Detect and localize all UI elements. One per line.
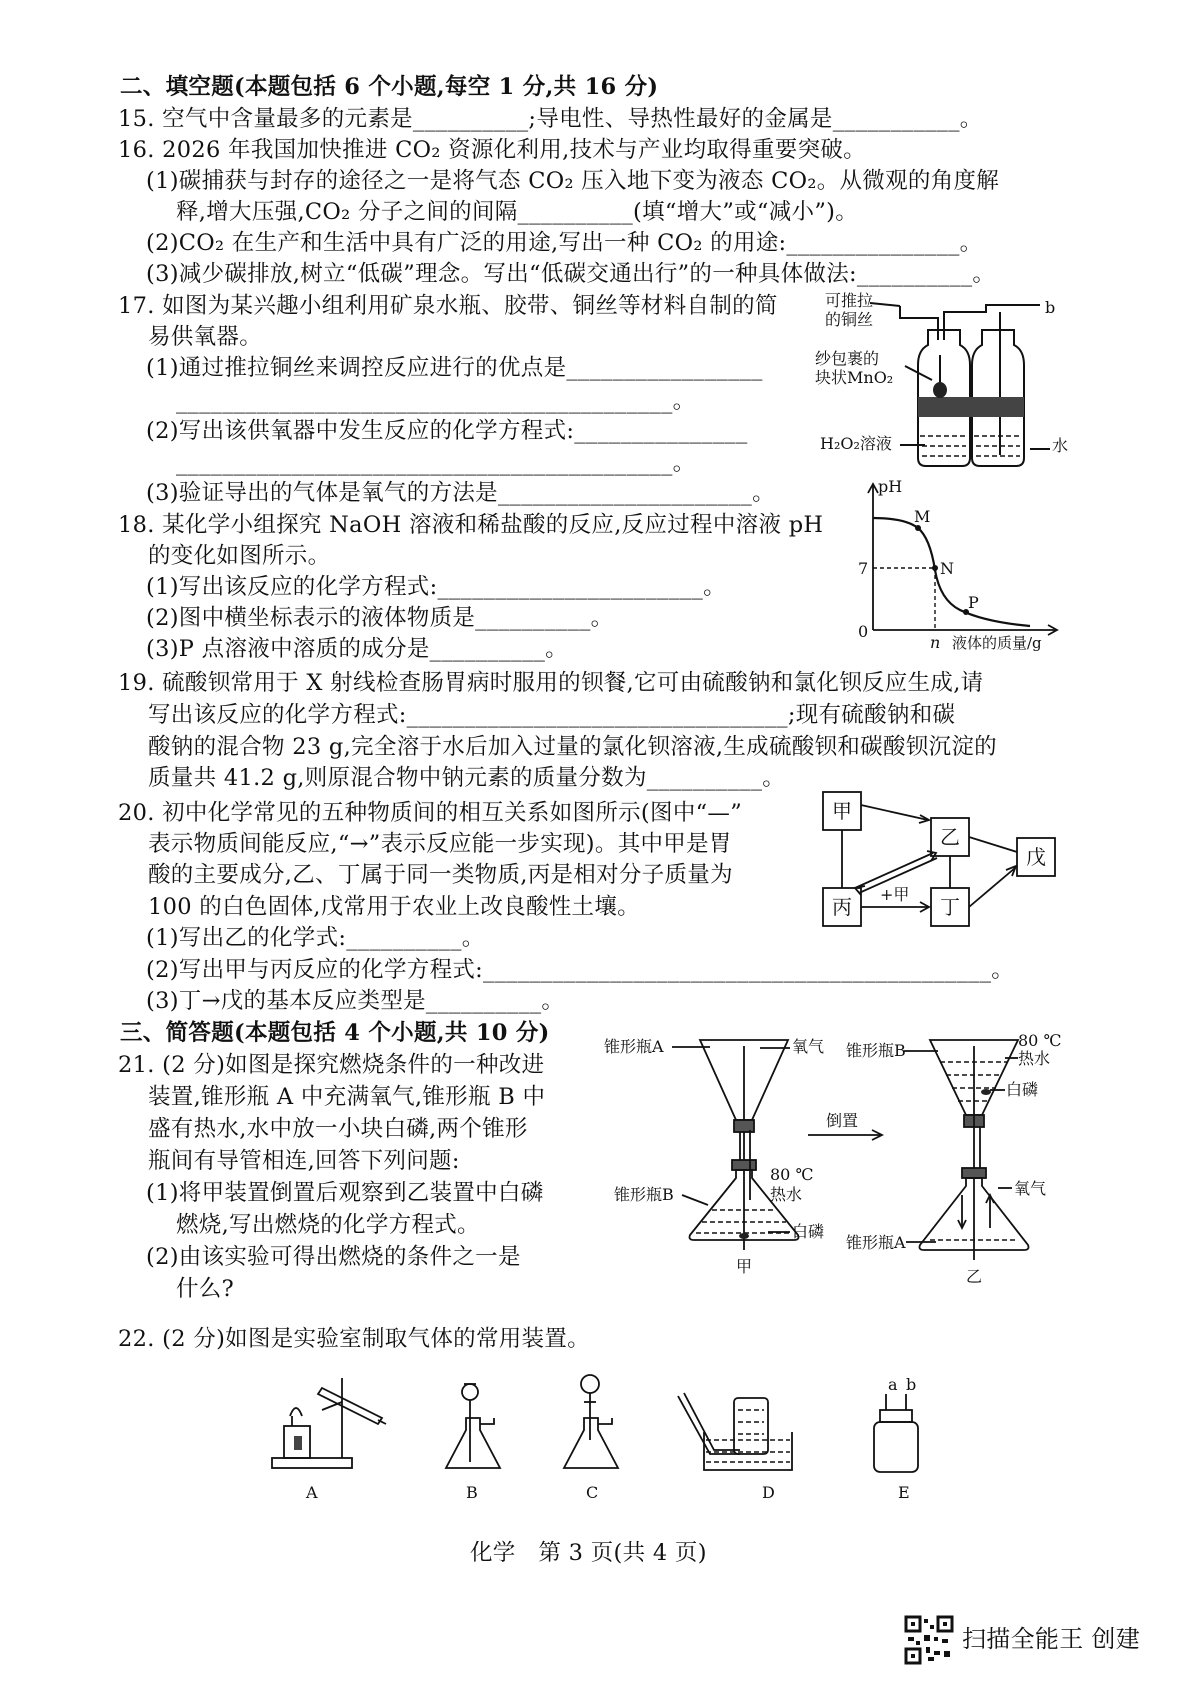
q18-stem-line2: 的变化如图所示。 (148, 543, 331, 569)
q17-part1-line1: (1)通过推拉铜丝来调控反应进行的优点是_________________ (146, 355, 763, 381)
q17-part1-line2: ___________________________________________。 (176, 388, 696, 414)
page-footer: 化学 第 3 页(共 4 页) (470, 1540, 707, 1566)
q21-part1-line2: 燃烧,写出燃烧的化学方程式。 (176, 1212, 480, 1238)
q21-part2-line2: 什么? (176, 1276, 234, 1302)
phosphorus-label-left: 白磷 (792, 1222, 825, 1241)
q20-line2: 表示物质间能反应,“→”表示反应能一步实现)。其中甲是胃 (148, 831, 732, 857)
origin-label: 0 (858, 622, 869, 641)
q19-line3: 酸钠的混合物 23 g,完全溶于水后加入过量的氯化钡溶液,生成硫酸钡和碳酸钡沉淀的 (148, 734, 997, 760)
h2o2-solution-label: H₂O₂溶液 (820, 434, 892, 453)
apparatus-d-label: D (762, 1483, 775, 1502)
apparatus-e-label: E (898, 1483, 910, 1502)
node-yi: 乙 (940, 825, 960, 849)
q17-part2-line2: ___________________________________________。 (176, 450, 696, 476)
q20-part1: (1)写出乙的化学式:__________。 (146, 925, 485, 951)
q19-line1: 19. 硫酸钡常用于 X 射线检查肠胃病时服用的钡餐,它可由硫酸钠和氯化钡反应生成,请 (118, 670, 984, 696)
qr-code-icon (904, 1615, 954, 1665)
q20-part3: (3)丁→戊的基本反应类型是__________。 (146, 988, 565, 1014)
node-wu: 戊 (1026, 845, 1046, 869)
q19-line4: 质量共 41.2 g,则原混合物中钠元素的质量分数为__________。 (148, 765, 786, 791)
ph-tick-7: 7 (858, 559, 869, 578)
node-ding: 丁 (940, 895, 960, 919)
q21-line3: 盛有热水,水中放一小块白磷,两个锥形 (148, 1116, 528, 1142)
port-a-label: a (888, 1375, 898, 1394)
hot-water-label-right: 热水 (1018, 1049, 1051, 1068)
water-label: 水 (1052, 436, 1069, 455)
q18-stem-line1: 18. 某化学小组探究 NaOH 溶液和稀盐酸的反应,反应过程中溶液 pH (118, 512, 824, 538)
q16-part3: (3)减少碳排放,树立“低碳”理念。写出“低碳交通出行”的一种具体做法:__________。 (146, 261, 996, 287)
flask-b-label-right: 锥形瓶B (846, 1041, 906, 1060)
hot-80-label-right: 80 ℃ (1018, 1031, 1062, 1050)
q16-part2: (2)CO₂ 在生产和生活中具有广泛的用途,写出一种 CO₂ 的用途:_______________。 (146, 230, 983, 256)
oxygen-label-right: 氧气 (1014, 1179, 1047, 1198)
q20-line3: 酸的主要成分,乙、丁属于同一类物质,丙是相对分子质量为 (148, 862, 733, 888)
hot-water-label-left: 热水 (770, 1185, 803, 1204)
oxygen-label-left: 氧气 (792, 1037, 825, 1056)
caption-yi: 乙 (966, 1267, 983, 1286)
q16-part1-line1: (1)碳捕获与封存的途径之一是将气态 CO₂ 压入地下变为液态 CO₂。从微观的角度解 (146, 168, 1000, 194)
flask-a-label-right: 锥形瓶A (846, 1233, 906, 1252)
q17-stem-line2: 易供氧器。 (148, 324, 263, 350)
q20-line1: 20. 初中化学常见的五种物质间的相互关系如图所示(图中“—” (118, 800, 743, 826)
caption-jia: 甲 (736, 1257, 753, 1276)
phosphorus-label-right: 白磷 (1006, 1080, 1039, 1099)
apparatus-b-label: B (466, 1483, 478, 1502)
q16-stem: 16. 2026 年我国加快推进 CO₂ 资源化利用,技术与产业均取得重要突破。 (118, 137, 866, 163)
node-jia: 甲 (832, 799, 852, 823)
q21-line4: 瓶间有导管相连,回答下列问题: (148, 1148, 460, 1174)
node-bing: 丙 (832, 895, 852, 919)
q21-part2-line1: (2)由该实验可得出燃烧的条件之一是 (146, 1244, 521, 1270)
q18-part2: (2)图中横坐标表示的液体物质是__________。 (146, 605, 614, 631)
section3-title: 三、简答题(本题包括 4 个小题,共 10 分) (120, 1020, 550, 1046)
q19-line2: 写出该反应的化学方程式:_________________________________;现有硫酸钠和碳 (148, 702, 956, 728)
point-p-label: P (968, 593, 979, 612)
x-axis-label: 液体的质量/g (952, 634, 1042, 652)
point-m-label: M (914, 507, 931, 526)
port-b-label: b (906, 1375, 917, 1394)
flask-b-label-left: 锥形瓶B (614, 1185, 674, 1204)
x-tick-n: n (930, 633, 941, 652)
outlet-b-label: b (1045, 298, 1056, 317)
point-n-label: N (940, 559, 954, 578)
q21-part1-line1: (1)将甲装置倒置后观察到乙装置中白磷 (146, 1180, 544, 1206)
flask-a-label-left: 锥形瓶A (604, 1037, 664, 1056)
hot-80-label-left: 80 ℃ (770, 1165, 814, 1184)
q21-line2: 装置,锥形瓶 A 中充满氧气,锥形瓶 B 中 (148, 1084, 546, 1110)
mno2-label-1: 纱包裹的 (815, 349, 880, 368)
q17-part2-line1: (2)写出该供氧器中发生反应的化学方程式:_______________ (146, 418, 748, 444)
section2-title: 二、填空题(本题包括 6 个小题,每空 1 分,共 16 分) (120, 74, 659, 100)
q17-part3: (3)验证导出的气体是氧气的方法是______________________。 (146, 480, 775, 506)
apparatus-a-label: A (306, 1483, 318, 1502)
copper-wire-label-2: 的铜丝 (825, 310, 874, 329)
ph-axis-label: pH (878, 477, 903, 496)
q17-stem-line1: 17. 如图为某兴趣小组利用矿泉水瓶、胶带、铜丝等材料自制的简 (118, 293, 778, 319)
scanner-watermark: 扫描全能王 创建 (962, 1625, 1141, 1653)
q15: 15. 空气中含量最多的元素是__________;导电性、导热性最好的金属是___________。 (118, 106, 983, 132)
apparatus-c-label: C (586, 1483, 599, 1502)
q20-part2: (2)写出甲与丙反应的化学方程式:____________________________________________。 (146, 957, 1015, 983)
q18-part3: (3)P 点溶液中溶质的成分是__________。 (146, 636, 568, 662)
q16-part1-line2: 释,增大压强,CO₂ 分子之间的间隔__________(填“增大”或“减小”)。 (176, 199, 859, 225)
copper-wire-label-1: 可推拉 (825, 291, 874, 310)
q20-line4: 100 的白色固体,戊常用于农业上改良酸性土壤。 (148, 894, 640, 920)
q22-stem: 22. (2 分)如图是实验室制取气体的常用装置。 (118, 1326, 590, 1352)
mno2-label-2: 块状MnO₂ (815, 368, 894, 387)
q18-part1: (1)写出该反应的化学方程式:_______________________。 (146, 574, 726, 600)
edge-label-plus-jia: +甲 (880, 885, 910, 904)
q21-line1: 21. (2 分)如图是探究燃烧条件的一种改进 (118, 1052, 545, 1078)
invert-label: 倒置 (826, 1111, 859, 1130)
